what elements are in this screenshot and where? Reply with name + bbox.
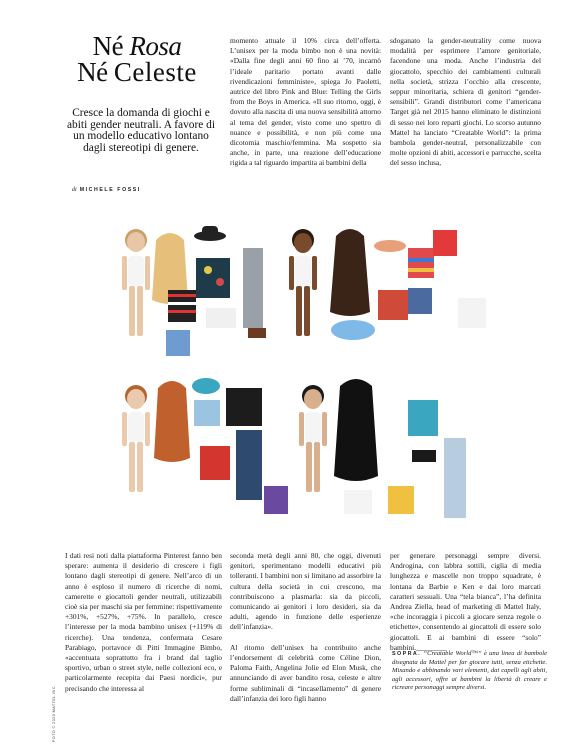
- black-boots: [412, 450, 436, 462]
- title-word-celeste: Celeste: [113, 57, 197, 87]
- column-bottom-left: I dati resi noti dalla piattaforma Pinterest fanno ben sperare: aumenta il desiderio di crescere i figli lontano dagli stereotipi di genere. Nell’arco di un anno è esploso il numero di ricerche di nomi, camerette e giocattoli gender neutrali, utilizzabili cioè sia per maschi sia per femmine: rispettivamente +301%, +527%, +75%. In parallelo, cresce l’interesse per la moda bambino unisex (+119% di ricerche). Una tendenza, confermata Cesare Parabiago, portavoce di Pitti Immagine Bimbo, «accentuata soprattutto fra i brand dal taglio sportivo, urban o street style, nelle collezioni eco, e particolarmente recepita dai Paesi nordici», pur precisando che interessa al: [65, 551, 222, 693]
- denim-shorts: [166, 330, 190, 356]
- brown-boots: [248, 328, 266, 338]
- wig-braids: [330, 229, 370, 316]
- byline-prefix: di: [72, 187, 77, 193]
- byline: [72, 187, 141, 193]
- photo-caption: [392, 650, 547, 693]
- article-title: [62, 33, 212, 85]
- grey-pants: [243, 248, 263, 328]
- tulle-skirt: [331, 320, 375, 340]
- light-denim-skirt: [194, 400, 220, 426]
- graphic-tee: [344, 490, 372, 514]
- yellow-shorts: [388, 486, 414, 514]
- byline-author: MICHELE FOSSI: [79, 187, 141, 193]
- white-top: [206, 308, 236, 328]
- column-bottom-right: [390, 551, 541, 653]
- print-shirt: [378, 290, 408, 320]
- end-rule: ________: [416, 642, 446, 652]
- photo-credit: FOTO © 2020 MATTEL INC.: [52, 684, 56, 742]
- caption-label: SOPRA.: [392, 651, 422, 657]
- teal-jacket: [408, 400, 438, 436]
- wig-long-black: [334, 379, 378, 481]
- cap-teal: [192, 378, 220, 394]
- striped-tee: [408, 248, 434, 278]
- article-subtitle: Cresce la domanda di giochi e abiti gender neutrali. A favore di un modello educativo lontano dagli stereotipi di genere.: [66, 107, 216, 154]
- doll-black-hair: [299, 385, 327, 492]
- hat-pink: [374, 240, 406, 252]
- light-jeans: [444, 438, 466, 518]
- patterned-jacket: [196, 258, 230, 298]
- red-shirt: [200, 446, 230, 480]
- purple-jersey: [264, 486, 288, 514]
- white-sneakers: [458, 298, 486, 328]
- caption-text: “Creatable World™” è una linea di bambole disegnata da Mattel per far giocare tutti, senza etichette. Mixando e abbinando vari elementi, dai capelli agli abiti, agli accessori, offre ai bambini la libertà di creare e ricreare personaggi sempre diversi.: [392, 650, 547, 692]
- column-top-right: sdoganato la gender-neutrality come nuova modalità per esprimere l’amore genitoriale, facendone una moda. Anche l’industria del giocattolo, specchio dei cambiamenti culturali nella società, strizza l’occhio alla crescente, seppur minoritaria, schiera di genitori “gender-sensibili”. Grandi distributori come l’americana Target già nel 2015 hanno eliminato le distinzioni di sesso nei loro reparti giochi. Lo scorso autunno Mattel ha lanciato “Creatable World”: la prima bambola gender-neutral, personalizzabile con molte opzioni di abiti, accessori e parrucche, scelta del sesso inclusa,: [390, 36, 541, 168]
- red-jacket: [433, 230, 457, 256]
- title-word-rosa: Rosa: [129, 31, 182, 61]
- bottom-right-text: per generare personaggi sempre diversi. Androgina, con labbra sottili, ciglia di media lunghezza e mascelle non troppo squadrate, è lontana da Barbie e Ken e dai loro marcati caratteri sessuali. Una “tela bianca”, l’ha definita Andrea Ziella, head of marketing di Mattel Italy, «che incoraggia i piccoli a giocare senza regole o etichette», consentendo ai giocattoli di essere solo giocattoli. E ai bambini di essere “solo” bambini.: [390, 551, 541, 652]
- doll-dark: [289, 229, 317, 336]
- doll-blond: [122, 229, 150, 336]
- column-top-middle: momento attuale il 10% circa dell’offerta. L’unisex per la moda bimbo non è una novità: «Dalla fine degli anni 60 fino ai ’70, incarnò l’ideale paritario portato avanti dalle rivendicazioni femministe», spiega Jo Paoletti, autrice del libro Pink and Blue: Telling the Girls from the Boys in America. «Il suo ritorno, oggi, è dovuto alla nascita di una nuova sensibilità attorno al tema del gender, visto come uno spettro di nuance e possibilità, e non più come una dicotomia maschio/femmina. Ma sospetto sia anche, in parte, una reazione dell’educazione rigida a tal riguardo impartita ai bambini della: [230, 36, 381, 168]
- column-bottom-middle: seconda metà degli anni 80, che oggi, divenuti genitori, sperimentano modelli educativi più tolleranti. I bambini non si limitano ad assorbire la cultura della società in cui crescono, ma contribuiscono a plasmarla: sia da piccoli, comunicando ai genitori i loro desideri, sia da adulti, agendo in funzione delle esperienze dell’infanzia». Al ritorno dell’unisex ha contribuito anche l’endorsement di celebrità come Céline Dion, Paloma Faith, Angelina Jolie ed Elon Musk, che annunciando di aver bandito rosa, celeste e altre forme subliminali di “incasellamento” di genere dall’infanzia dei loro figli hanno: [230, 551, 381, 703]
- dolls-photo: [108, 218, 498, 543]
- black-jacket: [226, 388, 262, 426]
- print-pants: [236, 430, 262, 500]
- doll-redhead: [122, 385, 150, 492]
- wig-red: [154, 381, 190, 462]
- title-ne-1: Né: [92, 31, 124, 61]
- title-ne-2: Né: [77, 57, 108, 87]
- jean-shorts: [408, 288, 432, 314]
